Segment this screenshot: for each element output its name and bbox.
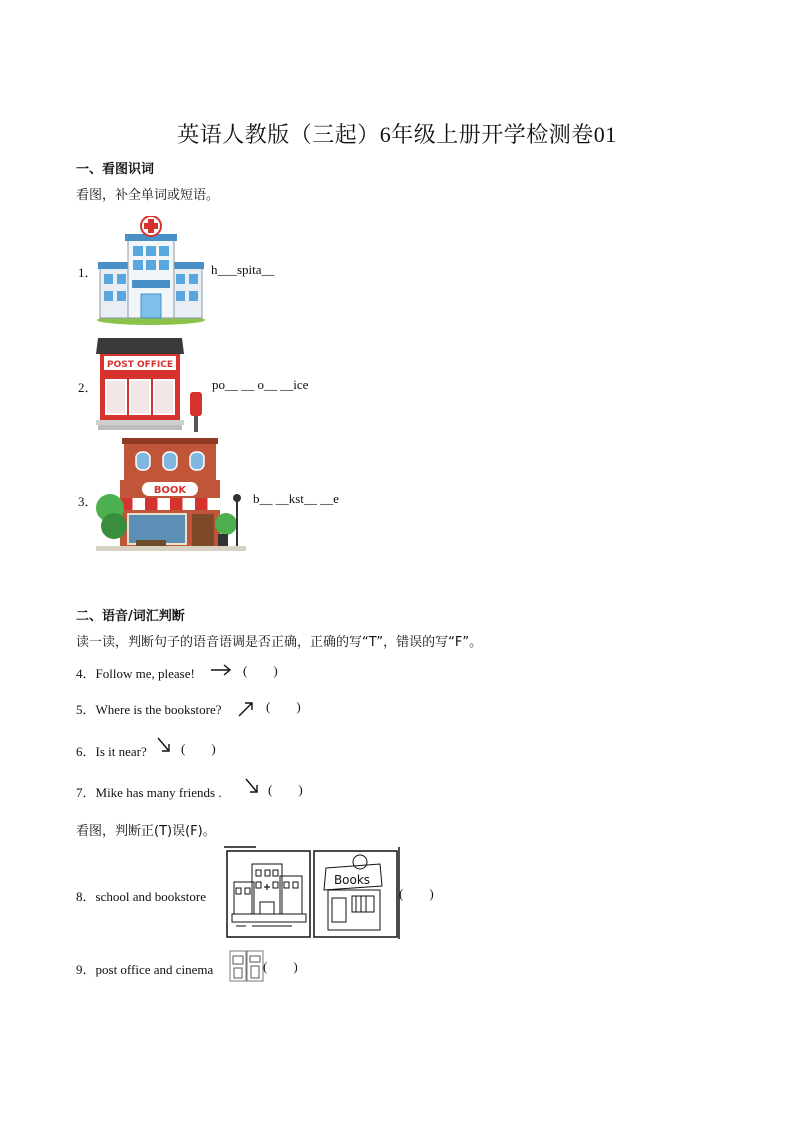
answer-blank-9[interactable]: ( ) [263,959,298,974]
question-number-4: 4． [76,666,96,681]
answer-blank-4[interactable]: ( ) [243,663,278,678]
falling-arrow-icon [156,736,172,754]
post-office-cinema-picture [229,950,265,982]
question-8-phrase: school and bookstore [95,889,206,904]
question-number-5: 5． [76,702,96,717]
question-8 [76,886,206,905]
answer-blank-8[interactable]: ( ) [399,886,434,901]
school-bookstore-picture [222,846,402,940]
question-9-phrase: post office and cinema [95,962,214,977]
section-2-instruction: 读一读，判断句子的语音语调是否正确，正确的写“T”，错误的写“F”。 [76,635,483,650]
question-number-8: 8． [76,889,96,904]
section-2-instruction-2: 看图，判断正(T)误(F)。 [76,824,216,839]
question-number-9: 9． [76,962,96,977]
answer-blank-6[interactable]: ( ) [181,741,216,756]
bookstore-sign: Books [333,873,371,887]
question-7-sentence: Mike has many friends . [95,785,222,800]
word-blank-1: h___spita__ [211,262,275,277]
question-5 [76,699,222,718]
rising-arrow-icon [237,700,255,718]
post-office-building-icon [96,334,208,434]
svg-text:POST OFFICE: POST OFFICE [106,360,174,370]
question-5-sentence: Where is the bookstore? [95,702,222,717]
question-number-2: 2． [78,380,98,395]
question-number-6: 6． [76,744,96,759]
answer-blank-5[interactable]: ( ) [266,699,301,714]
falling-arrow-icon [244,777,260,795]
question-number-7: 7． [76,785,96,800]
section-1-instruction: 看图，补全单词或短语。 [76,188,220,203]
question-6 [76,741,147,760]
page-title: 英语人教版（三起）6年级上册开学检测卷01 [177,122,617,147]
question-9 [76,959,213,978]
question-4-sentence: Follow me, please! [95,666,195,681]
question-number-1: 1． [78,265,98,280]
question-6-sentence: Is it near? [95,744,147,759]
section-1-heading: 一、看图识词 [76,162,155,177]
word-blank-3: b__ __kst__ __e [253,491,339,506]
right-arrow-icon [210,663,232,677]
bookstore-building-icon [96,438,246,556]
question-number-3: 3． [78,494,98,509]
answer-blank-7[interactable]: ( ) [268,782,303,797]
question-7 [76,782,222,801]
svg-text:BOOK: BOOK [153,485,187,496]
hospital-building-icon [96,216,206,326]
section-2-heading: 二、语音/词汇判断 [76,609,185,624]
question-4 [76,663,195,682]
word-blank-2: po__ __ o__ __ice [212,377,309,392]
